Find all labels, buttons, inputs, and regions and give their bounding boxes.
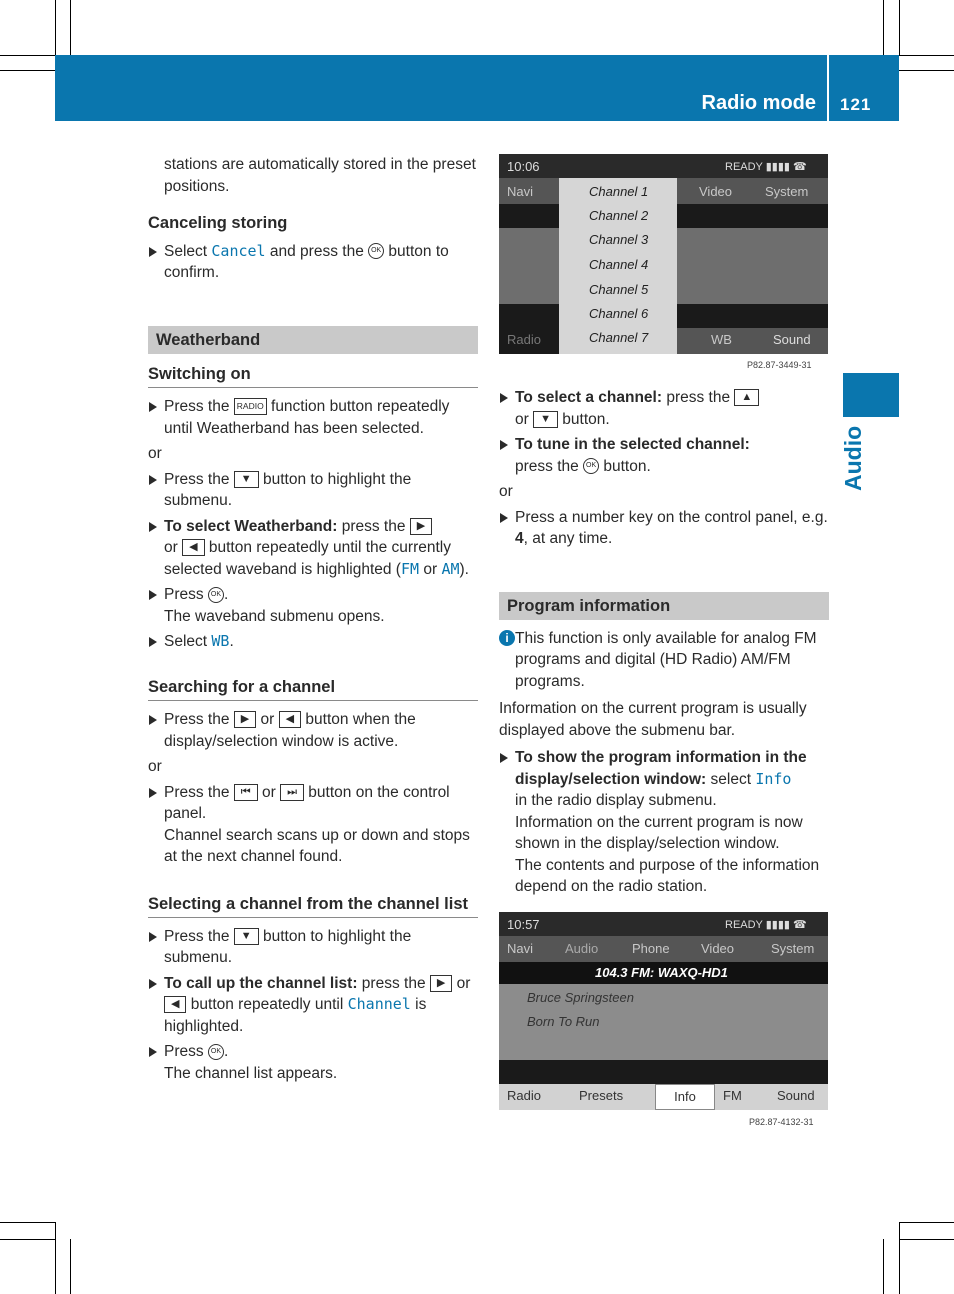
cancel-option: Cancel	[211, 241, 266, 260]
ok-button-icon: OK	[208, 587, 224, 603]
step: Press OK . The channel list appears.	[148, 1041, 478, 1084]
step: To tune in the selected channel: press the OK button.	[499, 434, 829, 477]
radio-key-icon: RADIO	[234, 398, 267, 415]
step: Press the ⏮ or ⏭ button on the control panel. Channel search scans up or down and stops at the next channel found.	[148, 782, 478, 868]
crop-mark	[0, 70, 55, 71]
menu-video: Video	[699, 184, 733, 199]
canceling-heading: Canceling storing	[148, 214, 288, 232]
channel-item: Channel 1	[589, 184, 649, 199]
crop-mark	[883, 1239, 884, 1294]
channel-item: Channel 6	[589, 306, 649, 321]
right-arrow-icon: ▶	[410, 518, 432, 535]
softkey-radio: Radio	[507, 1088, 541, 1103]
or-text: or	[148, 758, 162, 775]
crop-mark	[70, 0, 71, 55]
step: To select Weatherband: press the ▶ or ◀ button repeatedly until the currently selected waveband is highlighted (FM or AM).	[148, 516, 478, 581]
skip-forward-icon: ⏭	[280, 784, 304, 801]
ok-button-icon: OK	[208, 1044, 224, 1060]
right-arrow-icon: ▶	[430, 975, 452, 992]
crop-mark	[899, 1222, 900, 1294]
weatherband-section-title: Weatherband	[148, 326, 478, 354]
crop-mark	[0, 55, 55, 56]
page-number: 121	[840, 95, 872, 114]
channel-list-screenshot	[499, 154, 828, 354]
intro-text: stations are automatically stored in the preset positions.	[164, 156, 476, 195]
artist: Bruce Springsteen	[527, 990, 634, 1005]
crop-mark	[0, 1239, 55, 1240]
down-arrow-icon: ▼	[234, 928, 259, 945]
paragraph: Information on the current program is usually displayed above the submenu bar.	[499, 700, 807, 739]
crop-mark	[883, 0, 884, 55]
softkey-wb: WB	[711, 332, 732, 347]
header-divider	[827, 55, 829, 121]
menu-phone: Phone	[632, 941, 670, 956]
left-arrow-icon: ◀	[182, 539, 204, 556]
crop-mark	[899, 0, 900, 55]
left-arrow-icon: ◀	[164, 996, 186, 1013]
program-information-section-title: Program information	[499, 592, 829, 620]
switching-on-heading: Switching on	[148, 364, 478, 389]
softkey-info: Info	[655, 1084, 715, 1110]
menu-audio: Audio	[565, 941, 599, 956]
channel-item: Channel 3	[589, 232, 649, 247]
program-info-screenshot	[499, 912, 828, 1110]
step: To call up the channel list: press the ▶ or ◀ button repeatedly until Channel is highlighted.	[148, 973, 478, 1038]
info-icon: i	[499, 630, 515, 646]
ok-button-icon: OK	[368, 243, 384, 259]
step: Select WB.	[148, 631, 478, 653]
up-arrow-icon: ▲	[734, 389, 759, 406]
step: Press OK . The waveband submenu opens.	[148, 584, 478, 627]
selecting-heading: Selecting a channel from the channel list	[148, 894, 478, 918]
step: Press a number key on the control panel, e.g. 4, at any time.	[499, 507, 829, 550]
step: Press the ▼ button to highlight the submenu.	[148, 926, 478, 969]
crop-mark	[55, 1222, 56, 1294]
crop-mark	[899, 70, 954, 71]
softkey-sound: Sound	[773, 332, 811, 347]
crop-mark	[0, 1222, 55, 1223]
channel-item: Channel 2	[589, 208, 649, 223]
menu-navi: Navi	[507, 184, 534, 199]
or-text: or	[499, 483, 513, 500]
menu-navi: Navi	[507, 941, 534, 956]
menu-system: System	[771, 941, 815, 956]
channel-item: Channel 7	[589, 330, 649, 345]
left-arrow-icon: ◀	[279, 711, 301, 728]
skip-back-icon: ⏮	[234, 784, 258, 801]
step: Press the ▼ button to highlight the submenu.	[148, 469, 478, 512]
step: Press the RADIO function button repeatedly until Weatherband has been selected.	[148, 396, 478, 439]
crop-mark	[899, 1222, 954, 1223]
station-name: 104.3 FM: WAXQ-HD1	[595, 965, 728, 980]
menu-system: System	[765, 184, 809, 199]
info-note: i This function is only available for analog FM programs and digital (HD Radio) AM/FM programs.	[499, 628, 829, 693]
ok-button-icon: OK	[583, 458, 599, 474]
clock: 10:06	[507, 159, 540, 174]
canceling-step: Select Cancel and press the OK button to confirm.	[148, 241, 478, 284]
crop-mark	[899, 55, 954, 56]
channel-item: Channel 5	[589, 282, 649, 297]
song-title: Born To Run	[527, 1014, 600, 1029]
softkey-presets: Presets	[579, 1088, 624, 1103]
or-text: or	[148, 445, 162, 462]
softkey-fm: FM	[723, 1088, 742, 1103]
crop-mark	[899, 1239, 954, 1240]
status-bar: READY ▮▮▮▮ ☎	[725, 919, 807, 931]
menu-video: Video	[701, 941, 735, 956]
crop-mark	[70, 1239, 71, 1294]
down-arrow-icon: ▼	[234, 471, 259, 488]
softkey-radio: Radio	[507, 332, 541, 347]
step: To show the program information in the display/selection window: select Info in the radio display submenu. Information on the current program is now shown in the display/selection window. The contents and purpose of the information depend on the radio station.	[499, 747, 829, 898]
searching-heading: Searching for a channel	[148, 677, 478, 702]
softkey-sound: Sound	[777, 1088, 815, 1103]
clock: 10:57	[507, 917, 540, 932]
step: Press the ▶ or ◀ button when the display/selection window is active.	[148, 709, 478, 752]
figure-credit: P82.87-4132-31	[749, 1117, 814, 1127]
left-column	[148, 154, 478, 1084]
right-arrow-icon: ▶	[234, 711, 256, 728]
channel-item: Channel 4	[589, 257, 649, 272]
crop-mark	[55, 0, 56, 55]
chapter-tab	[843, 373, 899, 417]
down-arrow-icon: ▼	[533, 411, 558, 428]
right-column	[499, 387, 829, 898]
status-bar: READY ▮▮▮▮ ☎	[725, 161, 807, 173]
figure-credit: P82.87-3449-31	[747, 360, 812, 370]
chapter-label: Audio	[840, 425, 866, 491]
step: To select a channel: press the ▲ or ▼ button.	[499, 387, 829, 430]
page-title: Radio mode	[701, 92, 816, 114]
